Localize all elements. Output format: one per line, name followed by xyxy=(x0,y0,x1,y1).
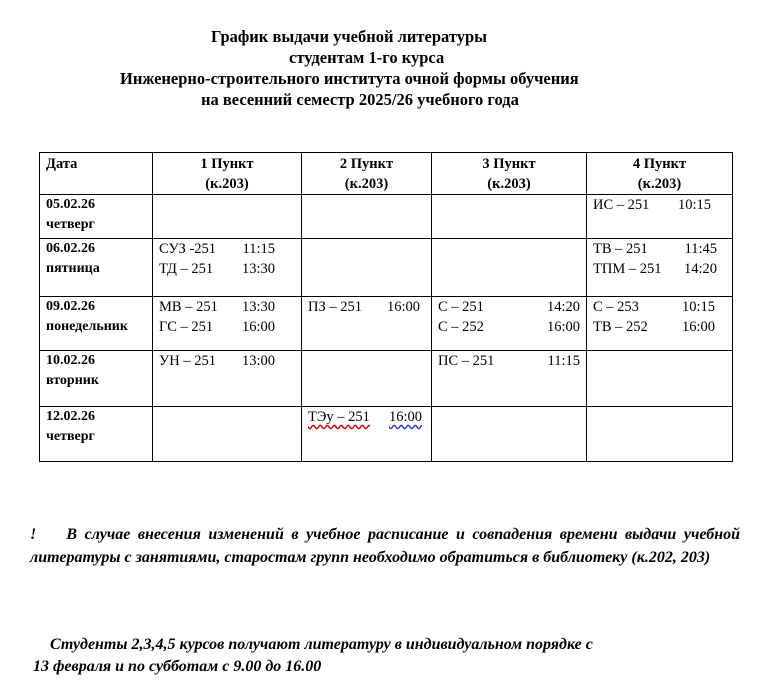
date-cell: 06.02.26 пятница xyxy=(40,239,153,297)
schedule-entry: УН – 251 13:00 xyxy=(159,353,275,369)
date-cell: 09.02.26 понедельник xyxy=(40,297,153,351)
schedule-entry: ПС – 251 11:15 xyxy=(438,353,580,369)
schedule-entry: ПЗ – 251 16:00 xyxy=(308,299,420,315)
schedule-entry: ТПМ – 251 14:20 xyxy=(593,261,717,277)
title-line-2: студентам 1-го курса xyxy=(289,48,445,67)
schedule-entry: СУЗ -251 11:15 xyxy=(159,241,275,257)
schedule-entry: ТВ – 251 11:45 xyxy=(593,241,717,257)
point-1-cell xyxy=(153,351,302,407)
header-point-2: 2 Пункт (к.203) xyxy=(302,153,432,195)
table-row xyxy=(40,351,733,407)
header-point-1: 1 Пункт (к.203) xyxy=(153,153,302,195)
point-4-cell xyxy=(587,239,733,297)
title-line-3: Инженерно-строительного института очной формы обучения xyxy=(120,69,579,88)
point-3-cell xyxy=(432,351,587,407)
point-2-cell xyxy=(302,195,432,239)
point-4-cell xyxy=(587,407,733,462)
point-1-cell xyxy=(153,239,302,297)
point-3-cell xyxy=(432,297,587,351)
schedule-entry: ТВ – 252 16:00 xyxy=(593,319,715,335)
header-date: Дата xyxy=(40,153,153,195)
warning-text: В случае внесения изменений в учебное расписание и совпадения времени выдачи учебной литературы с занятиями, старостам групп необходимо обратиться в библиотеку (к.202, 203) xyxy=(30,526,741,566)
table-header-row xyxy=(40,153,733,195)
point-2-cell xyxy=(302,239,432,297)
date-cell: 10.02.26 вторник xyxy=(40,351,153,407)
point-2-cell xyxy=(302,351,432,407)
students-note-line-1: Студенты 2,3,4,5 курсов получают литературу в индивидуальном порядке с xyxy=(50,636,593,653)
point-1-cell xyxy=(153,195,302,239)
table-row xyxy=(40,195,733,239)
title-line-4: на весенний семестр 2025/26 учебного года xyxy=(201,90,519,109)
table-row xyxy=(40,239,733,297)
schedule-entry: МВ – 251 13:30 xyxy=(159,299,275,315)
header-point-4: 4 Пункт (к.203) xyxy=(587,153,733,195)
schedule-table xyxy=(39,152,733,462)
point-3-cell xyxy=(432,195,587,239)
schedule-entry: ТД – 251 13:30 xyxy=(159,261,275,277)
point-4-cell xyxy=(587,297,733,351)
point-1-cell xyxy=(153,407,302,462)
schedule-entry: ТЭу – 251 16:00 xyxy=(308,409,422,425)
point-3-cell xyxy=(432,407,587,462)
schedule-entry: ИС – 251 10:15 xyxy=(593,197,711,213)
schedule-entry: ГС – 251 16:00 xyxy=(159,319,275,335)
point-4-cell xyxy=(587,351,733,407)
students-note-line-2: 13 февраля и по субботам с 9.00 до 16.00 xyxy=(33,658,322,675)
point-4-cell xyxy=(587,195,733,239)
point-2-cell xyxy=(302,297,432,351)
warning-note xyxy=(30,523,740,569)
date-cell: 12.02.26 четверг xyxy=(40,407,153,462)
schedule-entry: С – 251 14:20 xyxy=(438,299,580,315)
table-row xyxy=(40,297,733,351)
point-1-cell xyxy=(153,297,302,351)
date-cell: 05.02.26 четверг xyxy=(40,195,153,239)
point-3-cell xyxy=(432,239,587,297)
table-row xyxy=(40,407,733,462)
schedule-entry: С – 253 10:15 xyxy=(593,299,715,315)
exclamation-mark: ! xyxy=(30,526,37,543)
schedule-entry: С – 252 16:00 xyxy=(438,319,580,335)
header-point-3: 3 Пункт (к.203) xyxy=(432,153,587,195)
title-line-1: График выдачи учебной литературы xyxy=(211,27,488,46)
point-2-cell xyxy=(302,407,432,462)
